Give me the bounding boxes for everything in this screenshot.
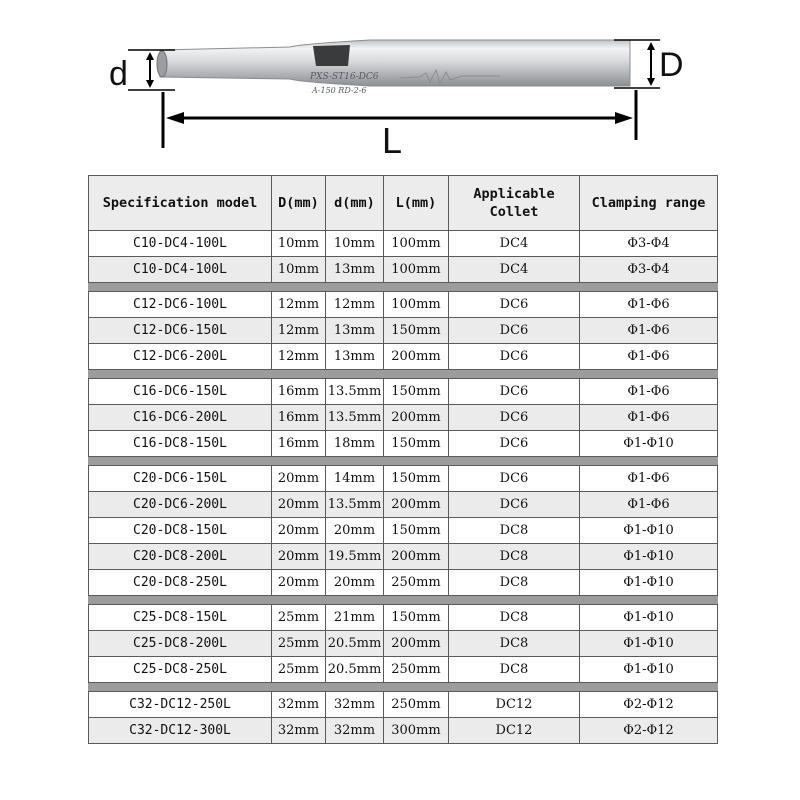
cell-D: 12mm [272,344,326,370]
header-d: d(mm) [326,176,384,231]
cell-collet: DC12 [449,718,580,744]
cell-D: 20mm [272,544,326,570]
engraving-line2: A-150 RD-2-6 [312,86,367,95]
table-row [89,570,718,596]
cell-clamping-range: Φ1-Φ6 [580,466,718,492]
large-diameter-label: D [659,46,684,84]
specification-table [88,175,718,744]
table-row [89,379,718,405]
cell-d: 13mm [326,257,384,283]
table-row [89,518,718,544]
table-row [89,657,718,683]
cell-spec-model: C25-DC8-250L [89,657,272,683]
cell-D: 12mm [272,292,326,318]
cell-D: 20mm [272,570,326,596]
cell-clamping-range: Φ1-Φ10 [580,518,718,544]
cell-d: 14mm [326,466,384,492]
cell-collet: DC8 [449,605,580,631]
cell-spec-model: C16-DC6-150L [89,379,272,405]
cell-spec-model: C16-DC8-150L [89,431,272,457]
cell-spec-model: C12-DC6-100L [89,292,272,318]
cell-d: 18mm [326,431,384,457]
table-row [89,344,718,370]
cell-d: 19.5mm [326,544,384,570]
collet-end [157,51,167,77]
cell-L: 300mm [384,718,449,744]
cell-D: 20mm [272,518,326,544]
table-row [89,257,718,283]
cell-L: 150mm [384,318,449,344]
cell-L: 200mm [384,631,449,657]
d-dimension-arrow [146,52,154,88]
cell-spec-model: C20-DC8-250L [89,570,272,596]
cell-clamping-range: Φ1-Φ10 [580,657,718,683]
header-spec-model: Specification model [89,176,272,231]
shank-body [160,40,630,86]
table-row [89,492,718,518]
cell-clamping-range: Φ2-Φ12 [580,718,718,744]
header-collet: Applicable Collet [449,176,580,231]
cell-collet: DC8 [449,570,580,596]
cell-L: 200mm [384,344,449,370]
cell-D: 25mm [272,631,326,657]
cell-collet: DC8 [449,657,580,683]
group-separator [89,283,718,292]
cell-collet: DC12 [449,692,580,718]
cell-D: 10mm [272,231,326,257]
header-D: D(mm) [272,176,326,231]
cell-D: 32mm [272,718,326,744]
cell-spec-model: C20-DC8-150L [89,518,272,544]
cell-collet: DC6 [449,344,580,370]
cell-L: 250mm [384,570,449,596]
cell-D: 10mm [272,257,326,283]
group-separator [89,457,718,466]
cell-spec-model: C20-DC6-200L [89,492,272,518]
table-row [89,292,718,318]
cell-clamping-range: Φ1-Φ6 [580,292,718,318]
cell-clamping-range: Φ1-Φ10 [580,570,718,596]
cell-D: 16mm [272,431,326,457]
cell-collet: DC6 [449,492,580,518]
cell-d: 21mm [326,605,384,631]
cell-D: 12mm [272,318,326,344]
group-separator [89,370,718,379]
table-row [89,231,718,257]
cell-collet: DC6 [449,431,580,457]
cell-d: 20mm [326,518,384,544]
cell-d: 20.5mm [326,657,384,683]
cell-clamping-range: Φ1-Φ6 [580,379,718,405]
cell-spec-model: C12-DC6-200L [89,344,272,370]
cell-d: 13.5mm [326,405,384,431]
cell-spec-model: C25-DC8-200L [89,631,272,657]
cell-L: 150mm [384,518,449,544]
cell-L: 150mm [384,466,449,492]
engraving-line1: PXS-ST16-DC6 [310,72,379,82]
table-row [89,544,718,570]
header-clamping-range: Clamping range [580,176,718,231]
table-body [89,231,718,744]
length-label: L [382,120,403,161]
cell-L: 150mm [384,379,449,405]
cell-collet: DC6 [449,292,580,318]
cell-clamping-range: Φ1-Φ6 [580,492,718,518]
table-row [89,692,718,718]
cell-spec-model: C10-DC4-100L [89,231,272,257]
cell-collet: DC4 [449,231,580,257]
cell-clamping-range: Φ2-Φ12 [580,692,718,718]
cell-spec-model: C16-DC6-200L [89,405,272,431]
cell-clamping-range: Φ1-Φ6 [580,344,718,370]
cell-d: 20mm [326,570,384,596]
cell-L: 200mm [384,492,449,518]
cell-D: 32mm [272,692,326,718]
cell-D: 20mm [272,492,326,518]
cell-D: 16mm [272,405,326,431]
table-header-row [89,176,718,231]
cell-collet: DC6 [449,405,580,431]
cell-clamping-range: Φ1-Φ6 [580,318,718,344]
cell-clamping-range: Φ1-Φ10 [580,631,718,657]
cell-D: 25mm [272,657,326,683]
cell-d: 12mm [326,292,384,318]
cell-D: 16mm [272,379,326,405]
cell-L: 150mm [384,431,449,457]
cell-spec-model: C25-DC8-150L [89,605,272,631]
cell-d: 20.5mm [326,631,384,657]
cell-clamping-range: Φ1-Φ10 [580,431,718,457]
cell-collet: DC6 [449,466,580,492]
cell-collet: DC6 [449,318,580,344]
cell-clamping-range: Φ1-Φ10 [580,544,718,570]
cell-collet: DC8 [449,631,580,657]
cell-spec-model: C10-DC4-100L [89,257,272,283]
cell-clamping-range: Φ1-Φ10 [580,605,718,631]
cell-L: 200mm [384,544,449,570]
cell-L: 250mm [384,657,449,683]
cell-d: 13.5mm [326,379,384,405]
table-row [89,405,718,431]
cell-L: 100mm [384,231,449,257]
cell-spec-model: C12-DC6-150L [89,318,272,344]
drive-flat [313,45,350,66]
cell-collet: DC4 [449,257,580,283]
cell-L: 250mm [384,692,449,718]
cell-d: 32mm [326,692,384,718]
header-L: L(mm) [384,176,449,231]
cell-clamping-range: Φ1-Φ6 [580,405,718,431]
cell-spec-model: C32-DC12-250L [89,692,272,718]
table-row [89,431,718,457]
cell-d: 32mm [326,718,384,744]
cell-spec-model: C32-DC12-300L [89,718,272,744]
cell-D: 25mm [272,605,326,631]
cell-collet: DC6 [449,379,580,405]
table-row [89,718,718,744]
cell-L: 100mm [384,292,449,318]
table-row [89,466,718,492]
cell-d: 13.5mm [326,492,384,518]
cell-spec-model: C20-DC6-150L [89,466,272,492]
cell-spec-model: C20-DC8-200L [89,544,272,570]
cell-L: 200mm [384,405,449,431]
group-separator [89,683,718,692]
small-diameter-label: d [109,55,128,93]
cell-collet: DC8 [449,544,580,570]
D-dimension-arrow [647,42,655,86]
group-separator [89,596,718,605]
cell-D: 20mm [272,466,326,492]
cell-d: 13mm [326,318,384,344]
table-row [89,631,718,657]
cell-L: 150mm [384,605,449,631]
table-row [89,605,718,631]
cell-L: 100mm [384,257,449,283]
cell-d: 13mm [326,344,384,370]
table-row [89,318,718,344]
tool-drawing [0,0,800,170]
cell-clamping-range: Φ3-Φ4 [580,231,718,257]
cell-collet: DC8 [449,518,580,544]
cell-d: 10mm [326,231,384,257]
cell-clamping-range: Φ3-Φ4 [580,257,718,283]
